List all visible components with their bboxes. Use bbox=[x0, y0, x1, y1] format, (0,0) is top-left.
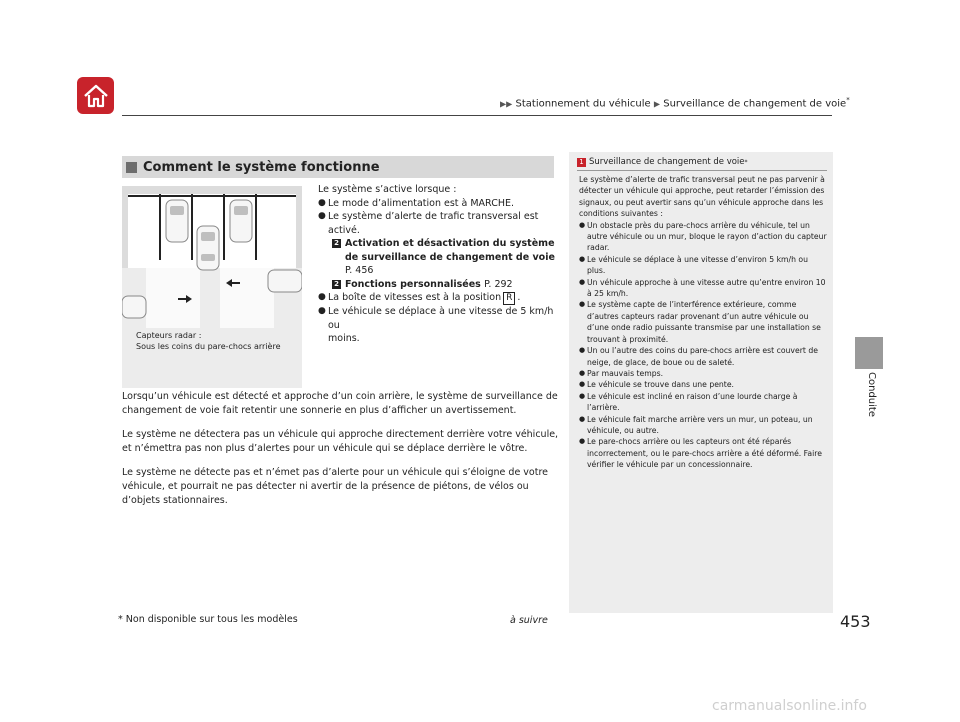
section-square-icon bbox=[126, 162, 137, 173]
breadcrumb bbox=[500, 96, 850, 109]
chapter-tab-label: Conduite bbox=[866, 372, 877, 417]
bullet-icon: ● bbox=[318, 292, 326, 302]
reference-page: P. 292 bbox=[484, 278, 513, 290]
sidebar-title-star: * bbox=[744, 158, 748, 166]
header-divider bbox=[122, 115, 832, 116]
list-item-text: Un obstacle près du pare-chocs arrière du véhicule, tel un autre véhicule ou un mur, bloque le rayon d’action du capteur radar. bbox=[587, 220, 827, 253]
list-item bbox=[579, 391, 827, 414]
breadcrumb-item-parking[interactable]: Stationnement du véhicule bbox=[515, 98, 651, 110]
body-paragraph: Le système ne détectera pas un véhicule qui approche directement derrière votre véhicule, et n’émettra pas non plus d’alertes pour un véhicule qui se déplace derrière le vôtre. bbox=[122, 429, 559, 454]
reference-arrow-icon: 2 bbox=[332, 239, 341, 248]
intro-lead: Le système s’active lorsque : bbox=[318, 184, 457, 195]
home-icon[interactable] bbox=[77, 77, 114, 114]
bullet-icon: ● bbox=[579, 346, 586, 355]
watermark: carmanualsonline.info bbox=[712, 698, 867, 714]
sidebar-title bbox=[577, 157, 748, 167]
list-item-text: Le véhicule est incliné en raison d’une lourde charge à l’arrière. bbox=[587, 391, 798, 413]
reference-title: Fonctions personnalisées bbox=[345, 278, 481, 290]
page-number: 453 bbox=[840, 612, 871, 631]
list-item-text: Le mode d’alimentation est à MARCHE. bbox=[328, 197, 514, 209]
sidebar-title-text: Surveillance de changement de voie bbox=[589, 157, 745, 167]
illustration-caption bbox=[136, 330, 281, 352]
footnote: * Non disponible sur tous les modèles bbox=[118, 614, 298, 625]
list-item bbox=[579, 414, 827, 437]
list-item bbox=[318, 305, 558, 332]
bullet-icon: ● bbox=[579, 414, 586, 423]
gear-position-badge: R bbox=[503, 292, 515, 305]
list-item bbox=[579, 436, 827, 470]
breadcrumb-arrow-icon: ▶▶ bbox=[500, 99, 513, 109]
cross-reference-link[interactable] bbox=[318, 237, 558, 278]
parking-diagram bbox=[122, 186, 302, 388]
cross-reference-link[interactable] bbox=[318, 278, 558, 292]
list-item bbox=[318, 291, 558, 305]
list-item-text: Un ou l’autre des coins du pare-chocs arrière est couvert de neige, de glace, de boue ou de saleté. bbox=[587, 346, 818, 367]
bullet-icon: ● bbox=[579, 368, 586, 377]
list-item bbox=[318, 197, 558, 211]
list-item bbox=[579, 254, 827, 277]
reference-page: P. 456 bbox=[345, 265, 374, 276]
bullet-icon: ● bbox=[579, 220, 586, 229]
parking-illustration bbox=[122, 186, 302, 388]
sidebar-intro: Le système d’alerte de trafic transversal peut ne pas parvenir à détecter un véhicule qui approche, peut retarder l’émission des signaux, ou peut avertir sans qu’un véhicule approche dans les conditions suivantes : bbox=[579, 175, 825, 219]
caption-line: Capteurs radar : bbox=[136, 331, 202, 340]
list-item-continuation: activé. bbox=[328, 224, 360, 236]
reference-title: de surveillance de changement de voie bbox=[345, 251, 555, 263]
bullet-icon: ● bbox=[579, 277, 586, 286]
chapter-tab[interactable] bbox=[855, 372, 883, 442]
continued-label: à suivre bbox=[510, 615, 548, 626]
bullet-icon: ● bbox=[579, 300, 586, 309]
list-item bbox=[579, 379, 827, 390]
list-item-text: Un véhicule approche à une vitesse autre qu’entre environ 10 à 25 km/h. bbox=[587, 277, 826, 299]
list-item-text: Le véhicule se trouve dans une pente. bbox=[587, 380, 734, 390]
bullet-icon: ● bbox=[579, 380, 586, 389]
list-item bbox=[579, 220, 827, 254]
bullet-icon: ● bbox=[579, 254, 586, 263]
list-item bbox=[318, 210, 558, 224]
breadcrumb-item-current: Surveillance de changement de voie bbox=[663, 98, 847, 110]
list-item-text: Le véhicule fait marche arrière vers un mur, un poteau, un véhicule, ou autre. bbox=[587, 414, 813, 435]
caption-line: Sous les coins du pare-chocs arrière bbox=[136, 342, 281, 351]
section-heading bbox=[122, 156, 554, 178]
list-item-text: Par mauvais temps. bbox=[587, 368, 664, 378]
body-paragraph: Lorsqu’un véhicule est détecté et approche d’un coin arrière, le système de surveillance de changement de voie fait retentir une sonnerie en plus d’afficher un avertissement. bbox=[122, 391, 558, 416]
bullet-icon: ● bbox=[318, 197, 326, 208]
list-item bbox=[579, 277, 827, 300]
list-item-text: Le système d’alerte de trafic transversal est bbox=[328, 211, 539, 222]
list-item-continuation: moins. bbox=[328, 333, 360, 344]
list-item bbox=[579, 368, 827, 379]
note-number-badge: 1 bbox=[577, 158, 586, 167]
breadcrumb-star: * bbox=[846, 96, 850, 104]
list-item-text: Le véhicule se déplace à une vitesse d’environ 5 km/h ou plus. bbox=[587, 254, 808, 276]
sidebar-body bbox=[579, 174, 827, 471]
list-item-text: Le système capte de l’interférence extérieure, comme d’autres capteurs radar provenant d’un autre véhicule ou d’une onde radio puissante transmise par une installation se trouvant à proximité. bbox=[587, 300, 821, 344]
bullet-icon: ● bbox=[318, 211, 326, 221]
body-paragraph: Le système ne détecte pas et n’émet pas d’alerte pour un véhicule qui s’éloigne de votre véhicule, et pourrait ne pas détecter ni avertir de la présence de piétons, de vélos ou d’objets stationnaires. bbox=[122, 467, 549, 506]
list-item-text: Le pare-chocs arrière ou les capteurs ont été réparés incorrectement, ou le pare-chocs arrière a été déformé. Faire vérifier le véhicule par un concessionnaire. bbox=[587, 437, 822, 470]
list-item-text: La boîte de vitesses est à la position bbox=[328, 292, 502, 303]
sidebar-divider bbox=[577, 170, 827, 171]
list-item-text: . bbox=[517, 292, 521, 303]
reference-arrow-icon: 2 bbox=[332, 280, 341, 289]
chapter-tab-marker bbox=[855, 337, 883, 369]
bullet-icon: ● bbox=[579, 437, 586, 446]
list-item-text: Le véhicule se déplace à une vitesse de 5 km/h ou bbox=[328, 306, 554, 331]
bullet-icon: ● bbox=[318, 306, 326, 316]
reference-title: Activation et désactivation du système bbox=[345, 238, 555, 249]
notes-sidebar bbox=[569, 152, 833, 613]
activation-conditions bbox=[318, 183, 558, 346]
section-title: Comment le système fonctionne bbox=[143, 159, 380, 175]
breadcrumb-arrow-icon: ▶ bbox=[653, 99, 661, 109]
list-item bbox=[579, 299, 827, 345]
bullet-icon: ● bbox=[579, 391, 586, 400]
list-item bbox=[579, 345, 827, 368]
